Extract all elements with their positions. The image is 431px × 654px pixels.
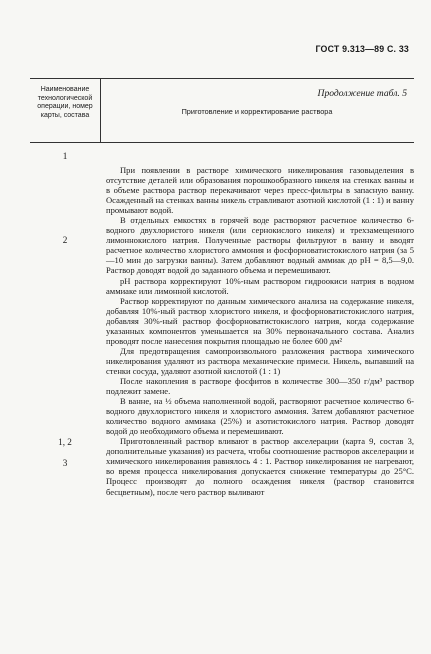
table-top-rule bbox=[30, 78, 414, 79]
paragraph: Раствор корректируют по данным химического анализа на содержание никеля, добавляя 10%-ный раствор хлористого никеля, и фосфорноватистокислого натрия, добавляя 30%-ный раствор фосфорноватистокислого натрия, когда содержание указанных компонентов уменьшается на 30% первоначального состава. Анализ проводят после нанесения покрытия площадью не более 600 дм² bbox=[106, 295, 414, 346]
row-number: 1, 2 bbox=[58, 437, 72, 447]
column-header-preparation: Приготовление и корректирование раствора bbox=[181, 107, 333, 116]
column-header-operation: Наименование технологической операции, номер карты, состава bbox=[37, 86, 93, 119]
paragraph: Для предотвращения самопроизвольного разложения раствора химического никелирования удаляют из раствора механические примеси. Никель, выпавший на стенки сосуда, удаляют азотной кислотой (1 : 1) bbox=[106, 345, 414, 376]
paragraph: Приготовленный раствор вливают в раствор акселерации (карта 9, состав 3, дополнительные указания) из расчета, чтобы соотношение растворов акселерации и химического никелирования равнялось 4 : 1. Раствор никелирования не нагревают, во время процесса никелирования допускается снижение температуры до 25°С. Процесс производят до полного осаждения никеля (раствор становится бесцветным), после чего раствор выливают bbox=[106, 436, 414, 497]
paragraph: В ванне, на ½ объема наполненной водой, растворяют расчетное количество 6-водного двухлористого никеля и хлористого аммония. Затем добавляют расчетное количество водного аммиака (25%) и азотистокислого натрия. Раствор доводят водой до необходимого объема и перемешивают. bbox=[106, 396, 414, 437]
row-number: 3 bbox=[62, 458, 68, 468]
row-number: 2 bbox=[62, 235, 68, 245]
page-header: ГОСТ 9.313—89 С. 33 bbox=[315, 44, 409, 54]
table-body-text bbox=[106, 165, 414, 497]
paragraph: pH раствора корректируют 10%-ным раствором гидроокиси натрия в водном аммиаке или лимонной кислотой. bbox=[106, 275, 414, 296]
table-continuation-label: Продолжение табл. 5 bbox=[317, 88, 407, 99]
row-number: 1 bbox=[62, 151, 68, 161]
paragraph: После накопления в растворе фосфитов в количестве 300—350 г/дм³ раствор подлежит замене. bbox=[106, 375, 414, 397]
header-bottom-rule bbox=[30, 142, 414, 143]
paragraph: В отдельных емкостях в горячей воде растворяют расчетное количество 6-водного двухлористого никеля (или сернокислого никеля) и трехзамещенного лимоннокислого натрия. Полученные растворы фильтруют в ванну и вводят расчетное количество хлористого аммония и фосфорноватистокислого натрия (за 5—10 мин до загрузки ванны). Затем добавляют водный аммиак до pH = 8,5—9,0. Раствор доводят водой до заданного объема и перемешивают. bbox=[106, 215, 414, 276]
paragraph: При появлении в растворе химического никелирования газовыделения в отсутствие деталей или образования порошкообразного никеля на стенках ванны и в объеме раствора раствор перекачивают через пресс-фильтры в запасную ванну. Осажденный на стенках ванны никель стравливают азотной кислотой (1 : 1) и ванну промывают водой. bbox=[106, 165, 414, 216]
